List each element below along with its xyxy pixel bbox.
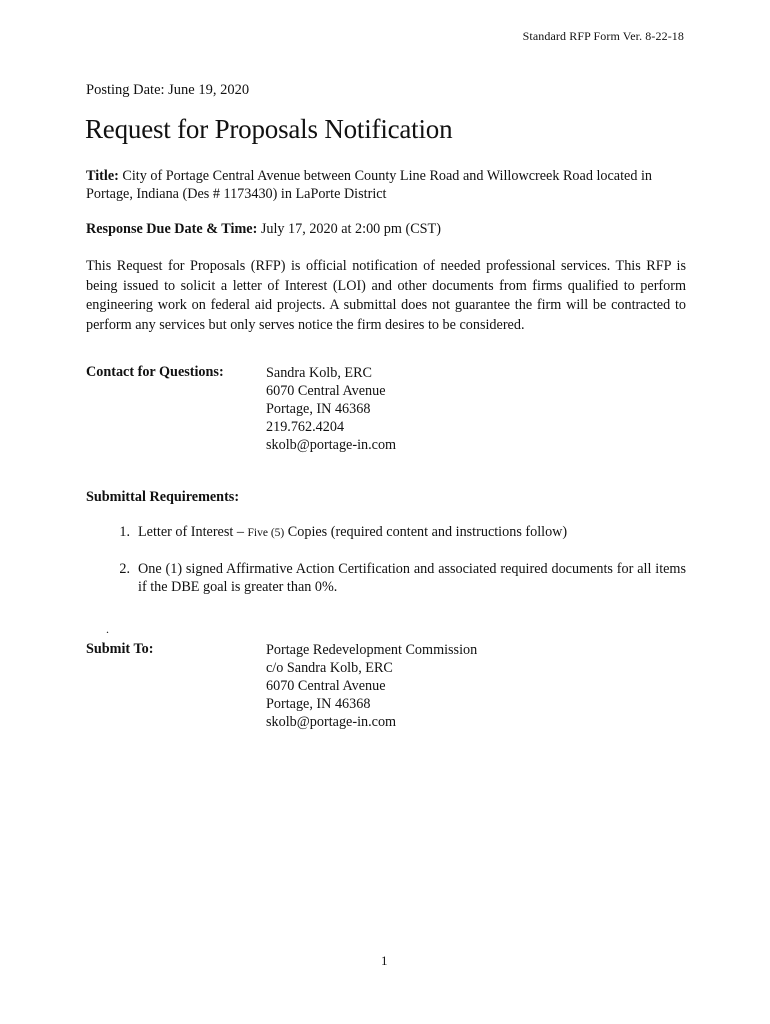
response-due bbox=[86, 221, 441, 238]
rfp-description: This Request for Proposals (RFP) is official notification of needed professional services. This RFP is being issued to solicit a letter of Interest (LOI) and other documents from firms qualified to perform engineering work on federal aid projects. A submittal does not guarantee the firm will be contracted to perform any services but only serves notice the firm desires to be considered. bbox=[86, 258, 686, 333]
list-item-number: 1. bbox=[119, 524, 130, 540]
posting-date: Posting Date: June 19, 2020 bbox=[86, 82, 250, 98]
submit-city: Portage, IN 46368 bbox=[266, 696, 371, 712]
form-version: Standard RFP Form Ver. 8-22-18 bbox=[522, 29, 684, 43]
list-item-number: 2. bbox=[119, 561, 130, 577]
contact-email: skolb@portage-in.com bbox=[266, 437, 397, 453]
submittal-label: Submittal Requirements: bbox=[86, 489, 240, 505]
project-title bbox=[86, 167, 686, 203]
submit-to-label: Submit To: bbox=[86, 641, 154, 657]
project-title-label: Title: bbox=[86, 168, 119, 184]
stray-mark: . bbox=[106, 622, 109, 636]
submit-attn: c/o Sandra Kolb, ERC bbox=[266, 660, 393, 676]
response-due-text: July 17, 2020 at 2:00 pm (CST) bbox=[257, 221, 441, 237]
requirements-list bbox=[86, 523, 686, 614]
contact-phone: 219.762.4204 bbox=[266, 419, 345, 435]
list-item bbox=[86, 560, 686, 596]
submit-email: skolb@portage-in.com bbox=[266, 714, 397, 730]
contact-street: 6070 Central Avenue bbox=[266, 383, 386, 399]
document-title: Request for Proposals Notification bbox=[85, 114, 453, 144]
contact-city: Portage, IN 46368 bbox=[266, 401, 371, 417]
contact-address bbox=[266, 364, 396, 454]
submit-street: 6070 Central Avenue bbox=[266, 678, 386, 694]
contact-label: Contact for Questions: bbox=[86, 364, 224, 380]
list-item bbox=[86, 523, 686, 542]
list-item-text: One (1) signed Affirmative Action Certification and associated required documents for all items if the DBE goal is greater than 0%. bbox=[138, 561, 686, 595]
page-number: 1 bbox=[381, 953, 388, 968]
contact-name: Sandra Kolb, ERC bbox=[266, 365, 373, 381]
submit-org: Portage Redevelopment Commission bbox=[266, 642, 478, 658]
project-title-text: City of Portage Central Avenue between County Line Road and Willowcreek Road located in Portage, Indiana (Des # 1173430) in LaPorte District bbox=[86, 168, 653, 202]
response-due-label: Response Due Date & Time: bbox=[86, 221, 258, 237]
list-item-text: Letter of Interest – Five (5) Copies (required content and instructions follow) bbox=[138, 524, 568, 540]
submit-to-address bbox=[266, 641, 477, 731]
